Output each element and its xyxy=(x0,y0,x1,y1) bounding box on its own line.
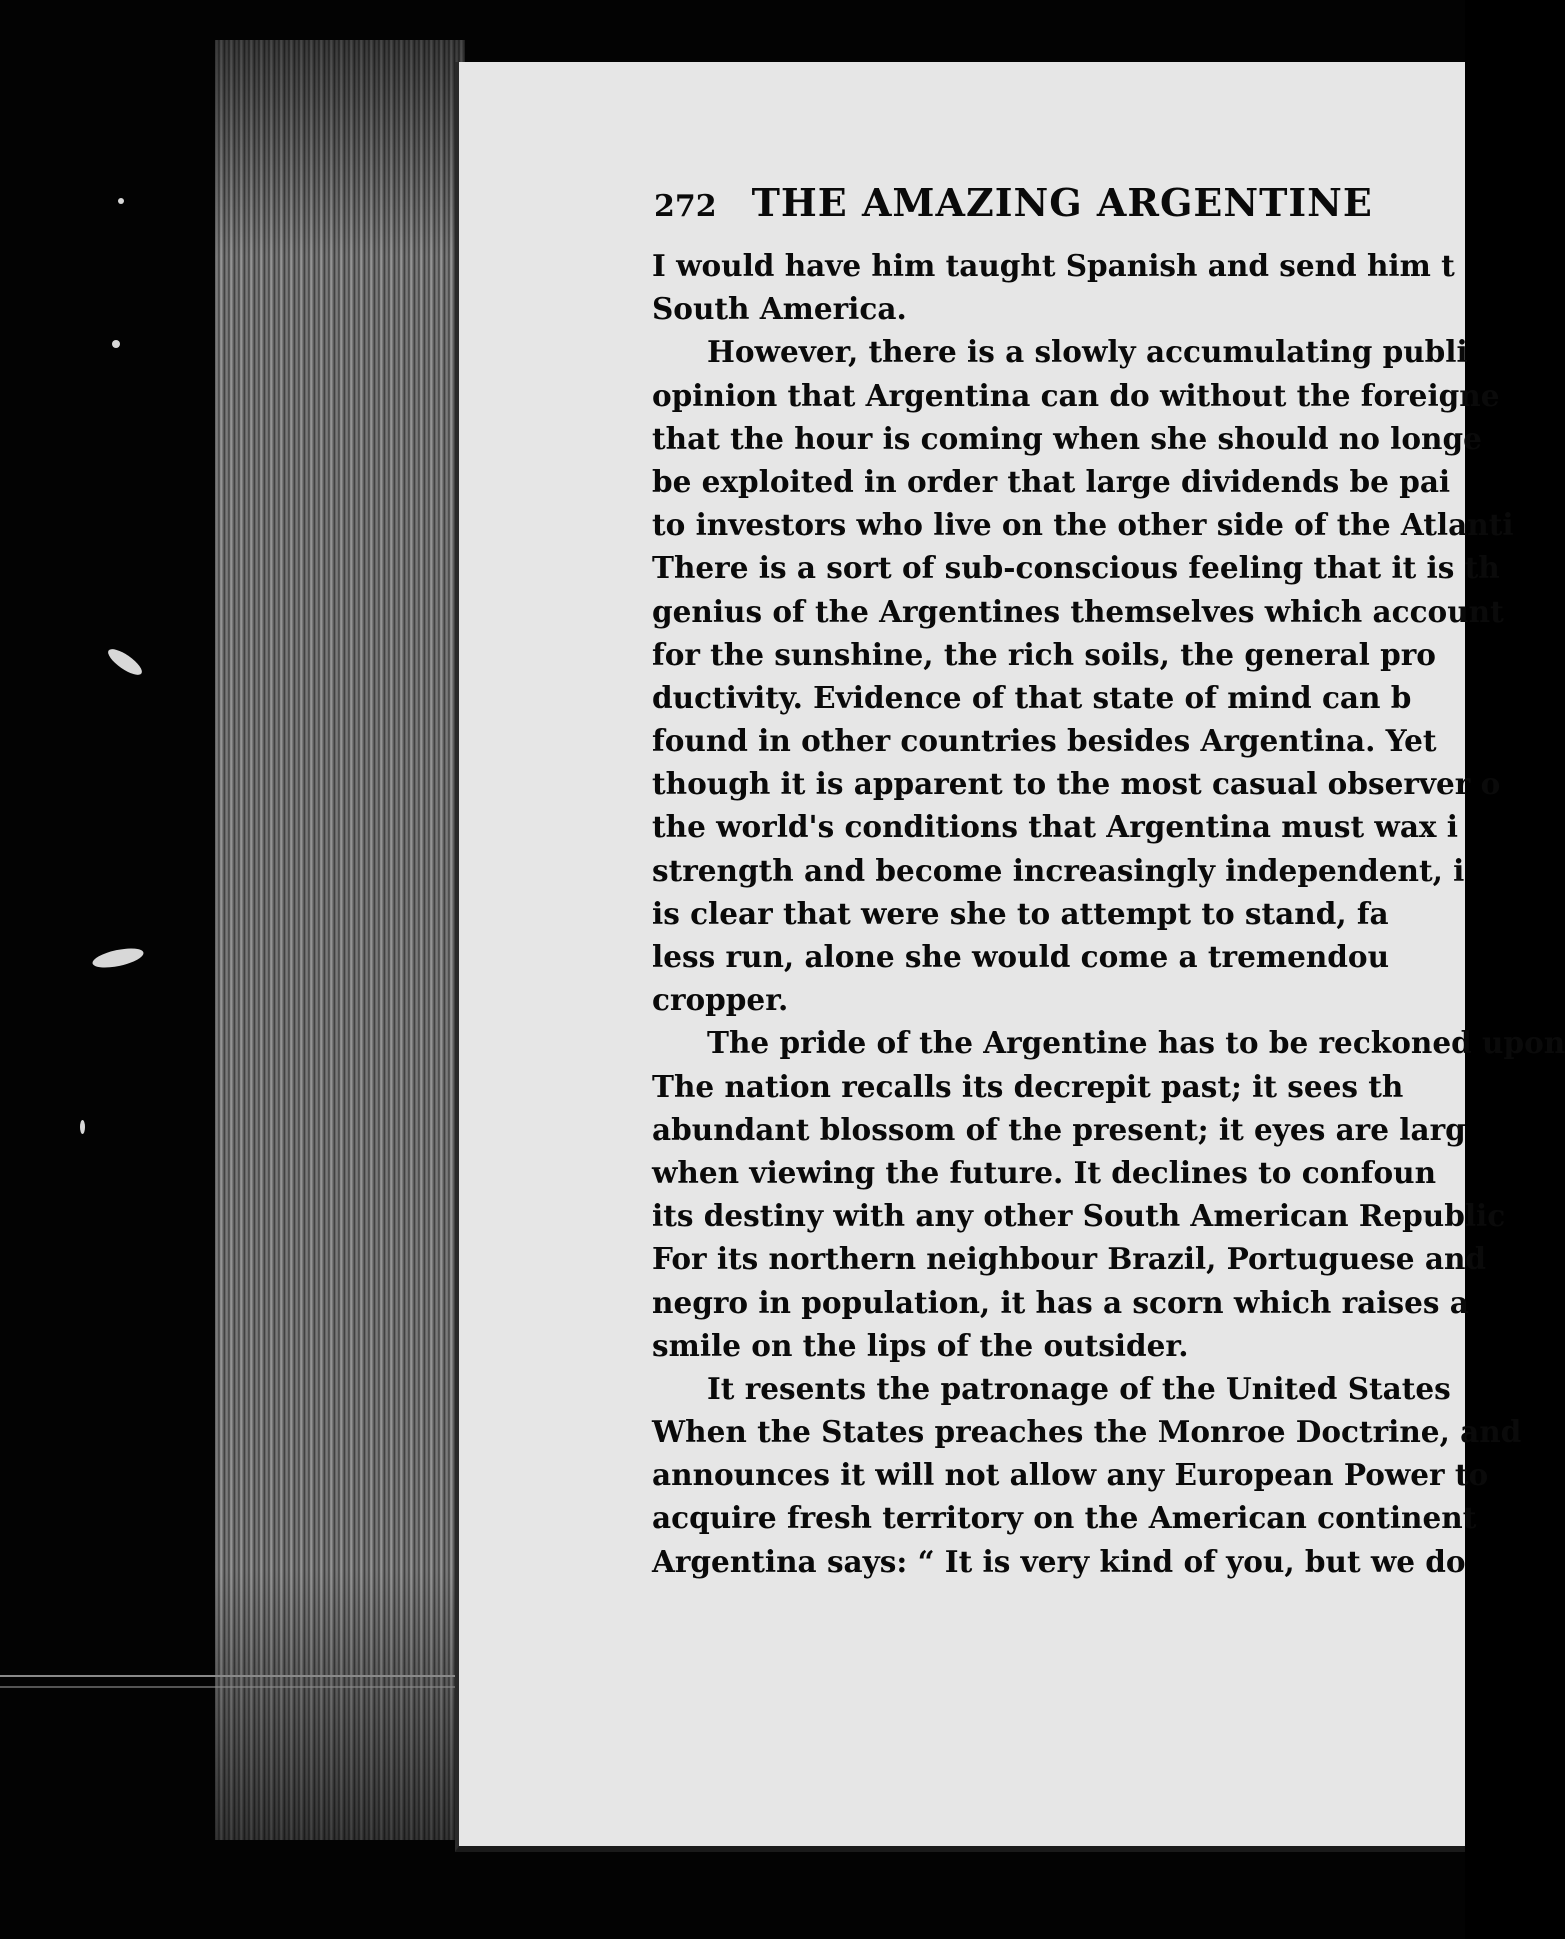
text-line: For its northern neighbour Brazil, Portuguese and xyxy=(652,1241,1487,1277)
edge-streak xyxy=(0,1675,470,1677)
text-line: the world's conditions that Argentina must wax i xyxy=(652,809,1458,845)
page-number: 272 xyxy=(654,189,717,224)
text-line: It resents the patronage of the United States xyxy=(707,1370,1451,1406)
text-line: be exploited in order that large dividends be pai xyxy=(652,463,1451,499)
text-line: announces it will not allow any European Power to xyxy=(652,1457,1489,1493)
text-line: to investors who live on the other side of the Atlanti xyxy=(652,507,1514,543)
text-line: I would have him taught Spanish and send him t xyxy=(652,248,1455,283)
text-line: smile on the lips of the outsider. xyxy=(652,1327,1189,1363)
text-line: The pride of the Argentine has to be reckoned upon xyxy=(707,1025,1565,1061)
book-title: THE AMAZING ARGENTINE xyxy=(751,180,1373,225)
text-line: cropper. xyxy=(652,982,789,1018)
text-line: opinion that Argentina can do without the foreigne xyxy=(652,377,1500,413)
dust-speck xyxy=(105,645,146,679)
text-line: There is a sort of sub-conscious feeling that it is th xyxy=(652,550,1500,586)
text-line: genius of the Argentines themselves which account xyxy=(652,593,1504,629)
running-head xyxy=(654,180,1554,225)
text-line: ductivity. Evidence of that state of mind can b xyxy=(652,679,1412,715)
page-edge-shadow xyxy=(215,40,465,1840)
text-line: South America. xyxy=(652,291,907,327)
text-line: abundant blossom of the present; it eyes are larg xyxy=(652,1111,1466,1147)
text-line: The nation recalls its decrepit past; it sees th xyxy=(652,1068,1404,1104)
text-line: for the sunshine, the rich soils, the general pro xyxy=(652,636,1436,672)
text-line: Argentina says: “ It is very kind of you, but we do xyxy=(652,1543,1466,1579)
text-line: strength and become increasingly independent, i xyxy=(652,852,1465,888)
text-line: found in other countries besides Argentina. Yet xyxy=(652,723,1437,759)
edge-streak xyxy=(0,1686,470,1688)
text-line: acquire fresh territory on the American continent xyxy=(652,1500,1477,1536)
text-line: less run, alone she would come a tremendou xyxy=(652,939,1390,974)
text-line: its destiny with any other South American Republic xyxy=(652,1198,1506,1234)
dust-speck xyxy=(91,945,145,971)
body-text xyxy=(652,244,1565,1583)
dust-speck xyxy=(80,1120,85,1134)
printed-page xyxy=(455,62,1565,1852)
text-line: is clear that were she to attempt to stand, fa xyxy=(652,895,1389,931)
text-line: that the hour is coming when she should no longe xyxy=(652,420,1482,456)
dust-speck xyxy=(112,340,120,348)
dust-speck xyxy=(118,198,124,204)
text-line: when viewing the future. It declines to confoun xyxy=(652,1154,1437,1190)
text-line: negro in population, it has a scorn which raises a xyxy=(652,1284,1469,1320)
text-line: though it is apparent to the most casual observer o xyxy=(652,766,1501,802)
text-line: However, there is a slowly accumulating publi xyxy=(707,334,1468,370)
text-line: When the States preaches the Monroe Doctrine, and xyxy=(652,1414,1522,1450)
